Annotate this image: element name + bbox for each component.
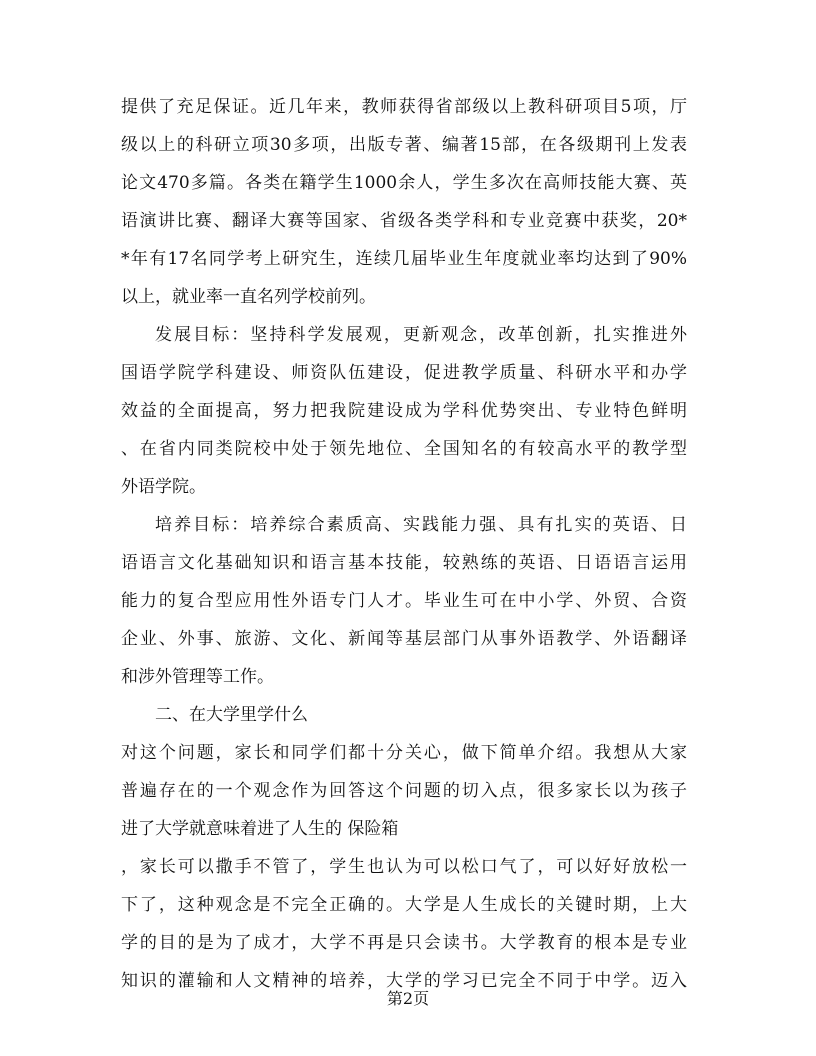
text-line: 语演讲比赛、翻译大赛等国家、省级各类学科和专业竞赛中获奖，20*	[121, 211, 687, 231]
text-line: 、在省内同类院校中处于领先地位、全国知名的有较高水平的教学型	[121, 439, 687, 459]
text-line: 级以上的科研立项30多项，出版专著、编著15部，在各级期刊上发表	[121, 135, 687, 155]
text-line: 下了，这种观念是不完全正确的。大学是人生成长的关键时期，上大	[121, 895, 687, 915]
text-line: 学的目的是为了成才，大学不再是只会读书。大学教育的根本是专业	[121, 933, 687, 953]
text-line: 对这个问题，家长和同学们都十分关心，做下简单介绍。我想从大家	[121, 743, 687, 763]
page-number: 第2页	[386, 989, 430, 1008]
text-line: 知识的灌输和人文精神的培养，大学的学习已完全不同于中学。迈入	[121, 971, 687, 991]
text-line: *年有17名同学考上研究生，连续几届毕业生年度就业率均达到了90%	[121, 249, 687, 269]
document-body	[121, 88, 687, 1000]
paragraph-development-goal: 发展目标：坚持科学发展观，更新观念，改革创新，扎实推进外	[155, 325, 687, 345]
paragraph-training-goal: 培养目标：培养综合素质高、实践能力强、具有扎实的英语、日	[155, 515, 687, 535]
text-line: ，家长可以撒手不管了，学生也认为可以松口气了，可以好好放松一	[121, 857, 687, 877]
text-line: 和涉外管理等工作。	[121, 667, 274, 687]
text-line: 效益的全面提高，努力把我院建设成为学科优势突出、专业特色鲜明	[121, 401, 687, 421]
text-line: 提供了充足保证。近几年来，教师获得省部级以上教科研项目5项，厅	[121, 97, 687, 117]
text-line: 能力的复合型应用性外语专门人才。毕业生可在中小学、外贸、合资	[121, 591, 687, 611]
text-line: 进了大学就意味着进了人生的 保险箱	[121, 819, 399, 839]
section-heading: 二、在大学里学什么	[155, 705, 308, 725]
text-line: 论文470多篇。各类在籍学生1000余人，学生多次在高师技能大赛、英	[121, 173, 687, 193]
text-line: 语语言文化基础知识和语言基本技能，较熟练的英语、日语语言运用	[121, 553, 687, 573]
text-line: 普遍存在的一个观念作为回答这个问题的切入点，很多家长以为孩子	[121, 781, 687, 801]
text-line: 以上，就业率一直名列学校前列。	[121, 287, 376, 307]
text-line: 外语学院。	[121, 477, 206, 497]
text-line: 企业、外事、旅游、文化、新闻等基层部门从事外语教学、外语翻译	[121, 629, 687, 649]
text-line: 国语学院学科建设、师资队伍建设，促进教学质量、科研水平和办学	[121, 363, 687, 383]
